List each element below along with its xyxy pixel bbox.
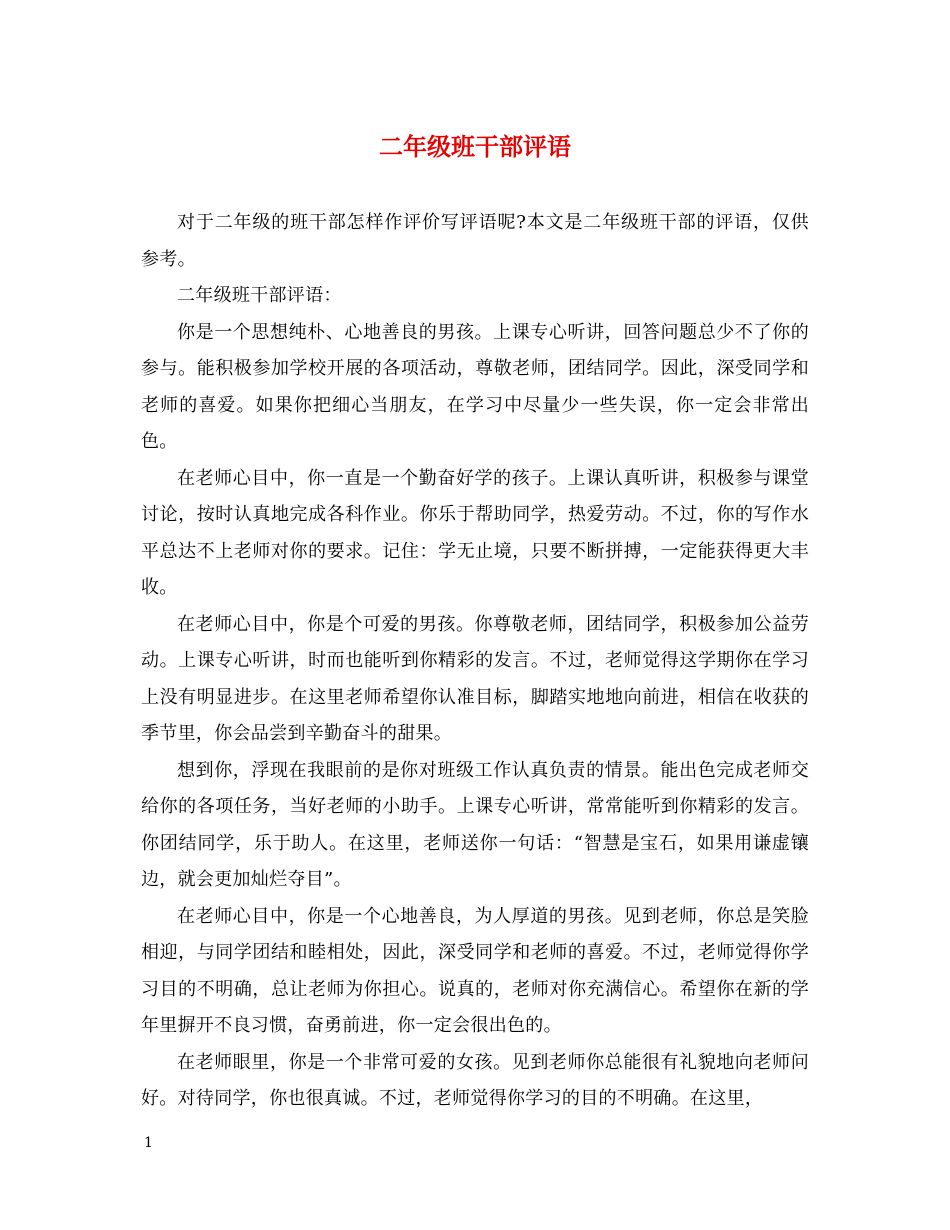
paragraph-heading: 二年级班干部评语： bbox=[177, 285, 342, 306]
paragraph-comment-2: 在老师心目中，你一直是一个勤奋好学的孩子。上课认真听讲，积极参与课堂讨论，按时认真地完成各科作业。你乐于帮助同学，热爱劳动。不过，你的写作水平总达不上老师对你的要求。记住：学无止境，只要不断拼搏，一定能获得更大丰收。 bbox=[141, 467, 809, 598]
paragraph-comment-3: 在老师心目中，你是个可爱的男孩。你尊敬老师，团结同学，积极参加公益劳动。上课专心听讲，时而也能听到你精彩的发言。不过，老师觉得这学期你在学习上没有明显进步。在这里老师希望你认准目标，脚踏实地地向前进，相信在收获的季节里，你会品尝到辛勤奋斗的甜果。 bbox=[141, 613, 809, 744]
paragraph-comment-5: 在老师心目中，你是一个心地善良，为人厚道的男孩。见到老师，你总是笑脸相迎，与同学团结和睦相处，因此，深受同学和老师的喜爱。不过，老师觉得你学习目的不明确，总让老师为你担心。说真的，老师对你充满信心。希望你在新的学年里摒开不良习惯，奋勇前进，你一定会很出色的。 bbox=[141, 905, 809, 1036]
document-title: 二年级班干部评语 bbox=[379, 132, 571, 161]
page-number: 1 bbox=[144, 1135, 153, 1151]
paragraph-comment-1: 你是一个思想纯朴、心地善良的男孩。上课专心听讲，回答问题总少不了你的参与。能积极参加学校开展的各项活动，尊敬老师，团结同学。因此，深受同学和老师的喜爱。如果你把细心当朋友，在学习中尽量少一些失误，你一定会非常出色。 bbox=[141, 321, 809, 452]
paragraph-comment-4: 想到你，浮现在我眼前的是你对班级工作认真负责的情景。能出色完成老师交给你的各项任务，当好老师的小助手。上课专心听讲，常常能听到你精彩的发言。你团结同学，乐于助人。在这里，老师送你一句话：“智慧是宝石，如果用谦虚镶边，就会更加灿烂夺目”。 bbox=[141, 759, 809, 890]
paragraph-comment-6: 在老师眼里，你是一个非常可爱的女孩。见到老师你总能很有礼貌地向老师问好。对待同学，你也很真诚。不过，老师觉得你学习的目的不明确。在这里， bbox=[141, 1051, 809, 1109]
document-body bbox=[141, 205, 809, 1118]
paragraph-intro: 对于二年级的班干部怎样作评价写评语呢?本文是二年级班干部的评语，仅供参考。 bbox=[141, 212, 809, 270]
